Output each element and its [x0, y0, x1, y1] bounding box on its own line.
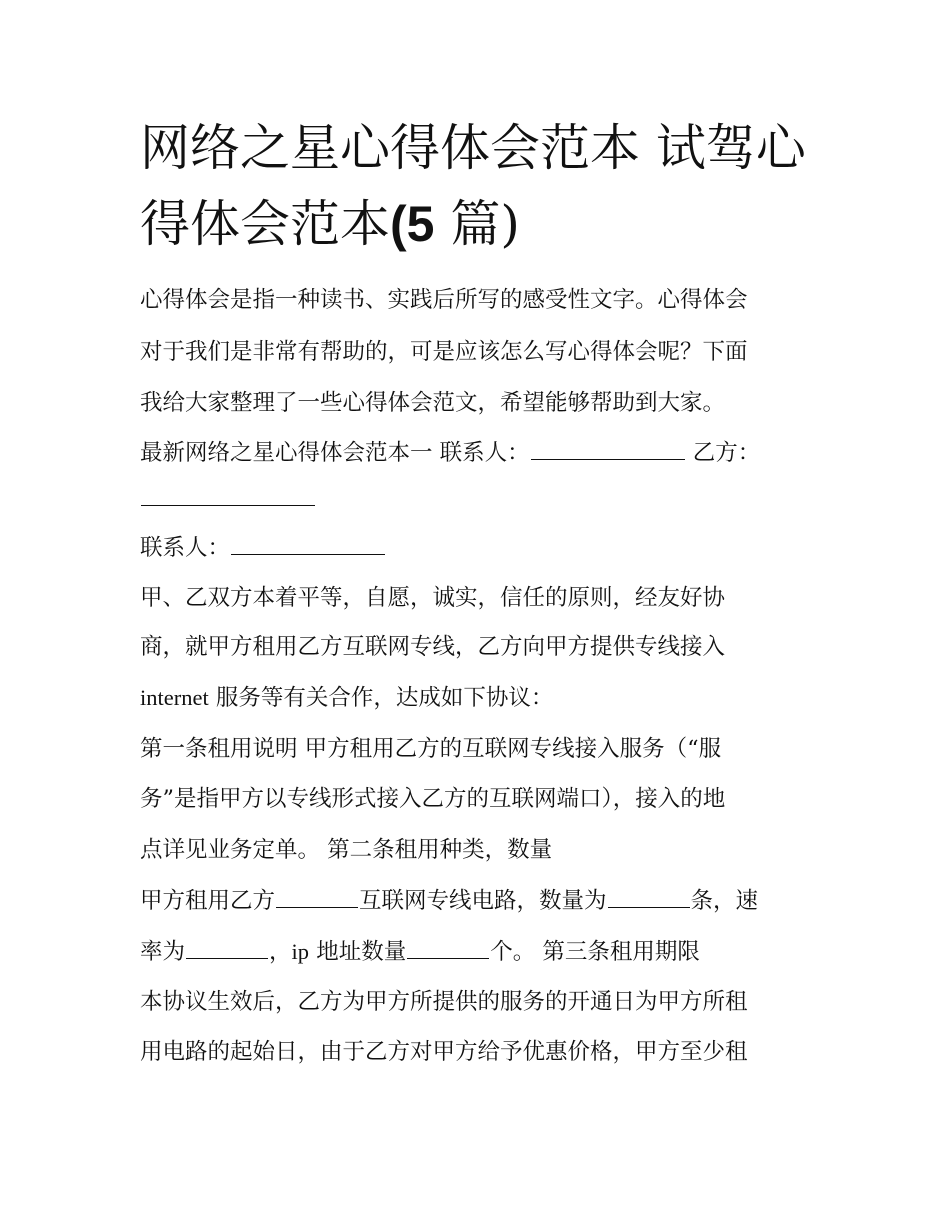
party-b-blank-line	[140, 483, 316, 515]
document-title	[140, 110, 820, 262]
internet-word: internet	[140, 685, 209, 710]
blank-contact-b	[231, 532, 385, 555]
article-2-text-a: 甲方租用乙方	[140, 888, 276, 914]
rate-label: 率为	[140, 939, 186, 965]
comma: ，	[269, 939, 292, 965]
contact-label-b: 联系人：	[140, 535, 231, 561]
title-suffix: 篇)	[434, 195, 520, 253]
blank-contact-a	[531, 437, 685, 460]
agreement-line-2: 商，就甲方租用乙方互联网专线，乙方向甲方提供专线接入	[140, 634, 726, 660]
intro-line-2: 对于我们是非常有帮助的，可是应该怎么写心得体会呢？下面	[140, 339, 748, 365]
article-1-line-3: 点详见业务定单。 第二条租用种类，数量	[140, 837, 553, 863]
blank-line-type	[276, 885, 358, 908]
blank-ip-count	[407, 936, 489, 959]
blank-party-b	[141, 483, 315, 506]
ip-count-label: 地址数量	[309, 939, 407, 965]
intro-line-3: 我给大家整理了一些心得体会范文，希望能够帮助到大家。	[140, 390, 726, 416]
agreement-line-1: 甲、乙双方本着平等，自愿，诚实，信任的原则，经友好协	[140, 585, 726, 611]
contact-line-b	[140, 532, 386, 564]
title-count: (5	[390, 196, 435, 252]
title-line-2-text: 得体会范本	[140, 195, 390, 253]
article-2-line-2	[140, 936, 700, 968]
article-3-heading: 个。 第三条租用期限	[490, 939, 700, 965]
party-b-label: 乙方：	[685, 440, 761, 466]
blank-rate	[186, 936, 268, 959]
article-1-line-1: 第一条租用说明 甲方租用乙方的互联网专线接入服务（“服	[140, 736, 722, 762]
article-1-line-2: 务”是指甲方以专线形式接入乙方的互联网端口），接入的地	[140, 786, 726, 812]
intro-line-1: 心得体会是指一种读书、实践后所写的感受性文字。心得体会	[140, 287, 748, 313]
article-2-line-1	[140, 885, 758, 917]
agreement-line-3-text: 服务等有关合作，达成如下协议：	[208, 685, 554, 711]
article-2-text-b: 互联网专线电路，数量为	[359, 888, 607, 914]
agreement-line-3	[140, 682, 553, 714]
article-2-text-c: 条，速	[690, 888, 759, 914]
ip-word: ip	[291, 939, 310, 964]
contact-line	[140, 437, 760, 469]
title-line-1: 网络之星心得体会范本 试驾心	[140, 119, 806, 177]
article-3-line-1: 本协议生效后，乙方为甲方所提供的服务的开通日为甲方所租	[140, 989, 748, 1015]
article-3-line-2: 用电路的起始日，由于乙方对甲方给予优惠价格，甲方至少租	[140, 1039, 748, 1065]
blank-quantity	[608, 885, 690, 908]
contact-label-a: 最新网络之星心得体会范本一 联系人：	[140, 440, 530, 466]
